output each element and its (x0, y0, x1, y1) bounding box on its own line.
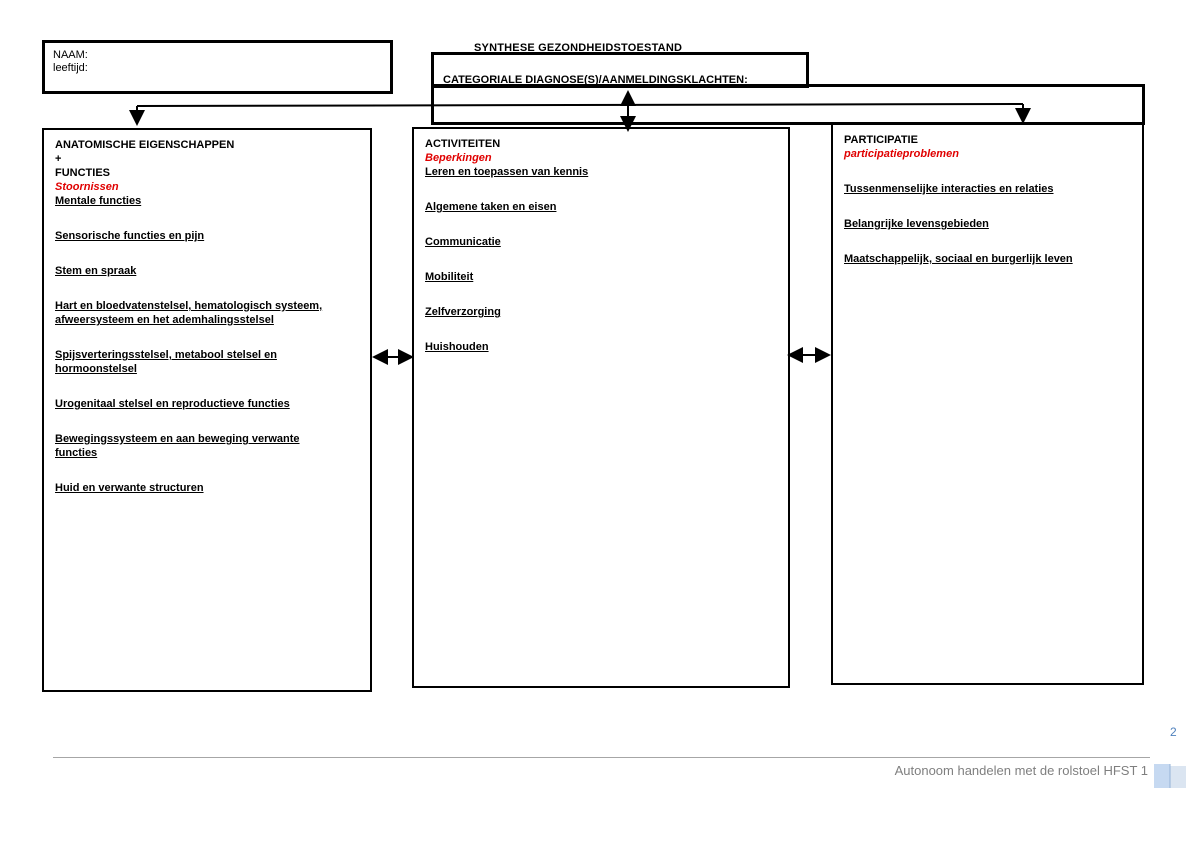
list-item: Huishouden (425, 341, 489, 353)
heading-activities: ACTIVITEITEN (425, 138, 501, 150)
column-participation (831, 123, 1144, 685)
leeftijd-label: leeftijd: (53, 62, 88, 74)
list-item: Urogenitaal stelsel en reproductieve functies (55, 398, 290, 410)
list-item: Hart en bloedvatenstelsel, hematologisch systeem, afweersysteem en het ademhalingsstelsel (55, 300, 323, 326)
list-item: Spijsverteringsstelsel, metabool stelsel en hormoonstelsel (55, 349, 277, 375)
plus-sign: + (55, 153, 62, 165)
list-item: Mobiliteit (425, 271, 474, 283)
naam-label: NAAM: (53, 49, 88, 61)
column-anatomy-functions (42, 128, 372, 692)
list-item: Maatschappelijk, sociaal en burgerlijk leven (844, 253, 1073, 265)
list-item: Zelfverzorging (425, 306, 501, 318)
list-item: Mentale functies (55, 195, 142, 207)
heading-functions: FUNCTIES (55, 167, 110, 179)
subtitle-participation-problems: participatieproblemen (844, 148, 959, 160)
list-item: Tussenmenselijke interacties en relaties (844, 183, 1054, 195)
list-item: Sensorische functies en pijn (55, 230, 205, 242)
page-number: 2 (1170, 725, 1177, 739)
footer-text: Autonoom handelen met de rolstoel HFST 1 (894, 763, 1148, 778)
list-item: Bewegingssysteem en aan beweging verwante functies (55, 433, 300, 459)
list-item: Algemene taken en eisen (425, 201, 557, 213)
document-title: SYNTHESE GEZONDHEIDSTOESTAND (474, 42, 683, 54)
subtitle-impairments: Stoornissen (55, 181, 119, 193)
list-item: Stem en spraak (55, 265, 137, 277)
list-item: Leren en toepassen van kennis (425, 166, 589, 178)
list-item: Belangrijke levensgebieden (844, 218, 989, 230)
heading-participation: PARTICIPATIE (844, 134, 918, 146)
diagnosis-label: CATEGORIALE DIAGNOSE(S)/AANMELDINGSKLACHTEN: (443, 74, 748, 86)
column-activities (412, 127, 790, 688)
list-item: Huid en verwante structuren (55, 482, 204, 494)
book-decoration-icon (1152, 760, 1190, 790)
footer-divider (53, 757, 1150, 758)
list-item: Communicatie (425, 236, 501, 248)
heading-anatomy: ANATOMISCHE EIGENSCHAPPEN (55, 139, 235, 151)
subtitle-limitations: Beperkingen (425, 152, 492, 164)
